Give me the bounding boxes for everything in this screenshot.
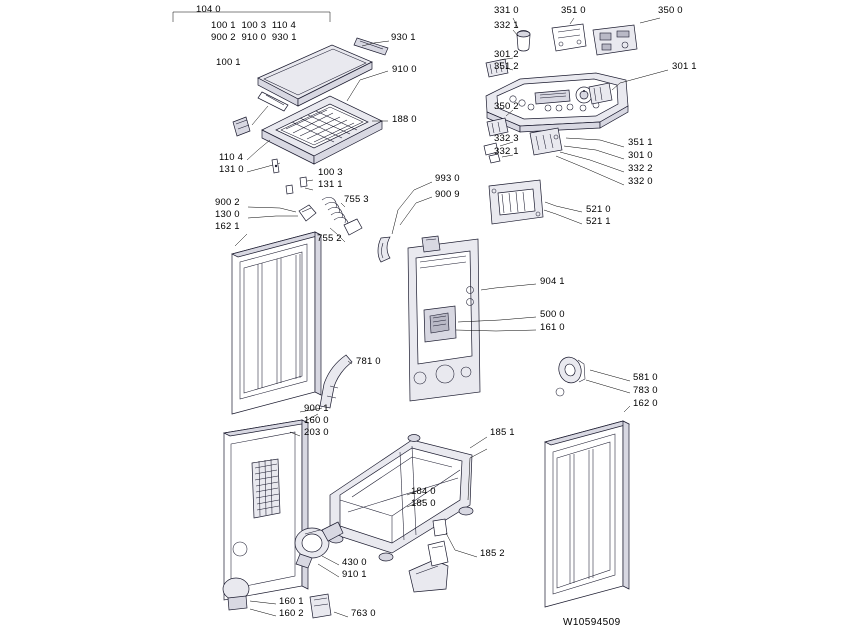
part-label: 301 2: [494, 49, 519, 60]
part-label: 100 3: [318, 167, 343, 178]
part-label: 993 0: [435, 173, 460, 184]
part-label: 301 1: [672, 61, 697, 72]
part-label: 332 2: [628, 163, 653, 174]
part-label: 351 1: [628, 137, 653, 148]
part-label: 904 1: [540, 276, 565, 287]
part-label: 130 0: [215, 209, 240, 220]
module-521: [489, 180, 582, 224]
part-label: 162 1: [215, 221, 240, 232]
part-label: 160 2: [279, 608, 304, 619]
part-label: 184 0: [411, 486, 436, 497]
part-label: 185 0: [411, 498, 436, 509]
front-panel-lower: [224, 420, 308, 600]
part-label: 110 4: [219, 152, 244, 163]
part-label: 332 1: [494, 146, 519, 157]
part-label: 332 1: [494, 20, 519, 31]
part-label: 185 1: [490, 427, 515, 438]
part-label: 351 0: [561, 5, 586, 16]
part-label: 104 0: [196, 4, 221, 15]
document-number: W10594509: [563, 617, 621, 628]
part-label: 351 2: [494, 61, 519, 72]
part-label: 301 0: [628, 150, 653, 161]
part-label: 755 3: [344, 194, 369, 205]
part-label: 160 0: [304, 415, 329, 426]
part-label: 910 0: [392, 64, 417, 75]
part-label: 131 1: [318, 179, 343, 190]
part-label: 755 2: [317, 233, 342, 244]
part-label: 900 9: [435, 189, 460, 200]
part-label: 910 1: [342, 569, 367, 580]
part-label: 100 1: [216, 57, 241, 68]
part-label: 332 3: [494, 133, 519, 144]
part-label: 521 1: [586, 216, 611, 227]
part-label: 160 1: [279, 596, 304, 607]
part-label: 781 0: [356, 356, 381, 367]
part-label: 430 0: [342, 557, 367, 568]
part-label: 763 0: [351, 608, 376, 619]
part-label: 900 2 910 0 930 1: [211, 32, 297, 43]
base-frame: [329, 435, 487, 562]
side-panel-right: [545, 354, 630, 607]
part-label: 203 0: [304, 427, 329, 438]
part-label: 900 1: [304, 403, 329, 414]
part-label: 162 0: [633, 398, 658, 409]
side-panel-left: [232, 232, 321, 414]
part-label: 161 0: [540, 322, 565, 333]
part-label: 332 0: [628, 176, 653, 187]
part-label: 500 0: [540, 309, 565, 320]
part-label: 100 1 100 3 110 4: [211, 20, 296, 31]
part-label: 783 0: [633, 385, 658, 396]
part-label: 131 0: [219, 164, 244, 175]
part-label: 521 0: [586, 204, 611, 215]
part-label: 350 0: [658, 5, 683, 16]
part-label: 185 2: [480, 548, 505, 559]
center-chassis: [408, 236, 536, 401]
part-label: 900 2: [215, 197, 240, 208]
part-label: 331 0: [494, 5, 519, 16]
part-label: 350 2: [494, 101, 519, 112]
part-label: 930 1: [391, 32, 416, 43]
part-label: 581 0: [633, 372, 658, 383]
part-label: 188 0: [392, 114, 417, 125]
